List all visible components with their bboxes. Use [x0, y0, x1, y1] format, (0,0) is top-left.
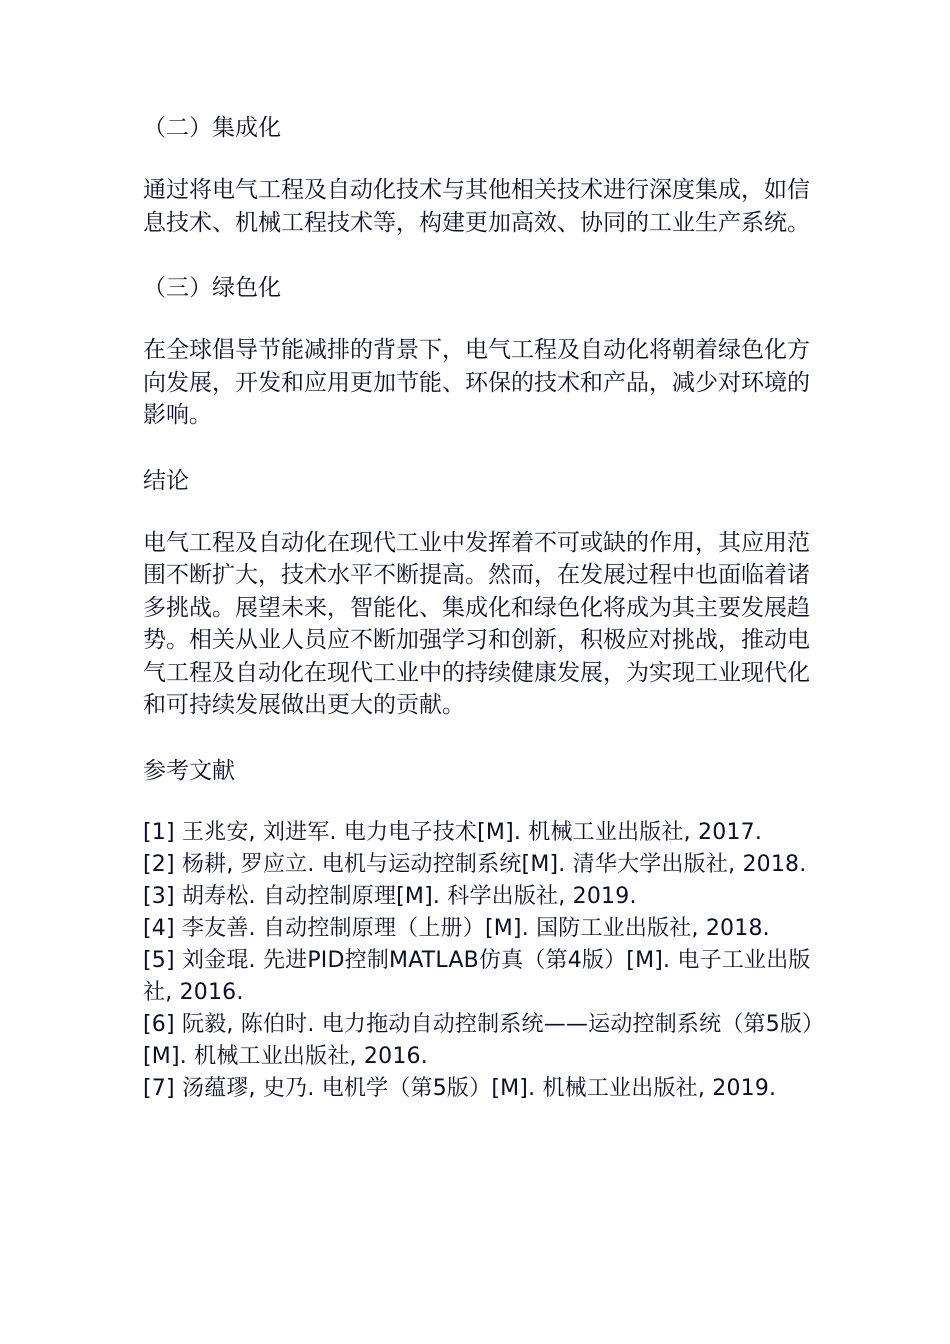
- section-heading-conclusion: 结论: [143, 467, 189, 494]
- reference-item: [4] 李友善. 自动控制原理（上册）[M]. 国防工业出版社, 2018.: [143, 915, 770, 941]
- reference-item: [7] 汤蕴璆, 史乃. 电机学（第5版）[M]. 机械工业出版社, 2019.: [143, 1075, 777, 1101]
- reference-item: [6] 阮毅, 陈伯时. 电力拖动自动控制系统——运动控制系统（第5版）[M]. 机械工业出版社, 2016.: [143, 1011, 814, 1069]
- reference-item: [2] 杨耕, 罗应立. 电机与运动控制系统[M]. 清华大学出版社, 2018.: [143, 851, 807, 877]
- references-heading: 参考文献: [143, 757, 235, 784]
- reference-item: [3] 胡寿松. 自动控制原理[M]. 科学出版社, 2019.: [143, 883, 637, 909]
- document-page: [143, 112, 823, 1105]
- section-heading-integration: （二）集成化: [143, 115, 281, 141]
- section-body-green: 在全球倡导节能减排的背景下，电气工程及自动化将朝着绿色化方向发展，开发和应用更加节能、环保的技术和产品，减少对环境的影响。: [143, 337, 810, 428]
- section-heading-green: （三）绿色化: [143, 275, 281, 301]
- section-body-integration: 通过将电气工程及自动化技术与其他相关技术进行深度集成，如信息技术、机械工程技术等，构建更加高效、协同的工业生产系统。: [143, 177, 810, 236]
- reference-item: [5] 刘金琨. 先进PID控制MATLAB仿真（第4版）[M]. 电子工业出版社, 2016.: [143, 947, 811, 1005]
- reference-item: [1] 王兆安, 刘进军. 电力电子技术[M]. 机械工业出版社, 2017.: [143, 819, 763, 845]
- reference-list: [143, 817, 823, 1105]
- section-body-conclusion: 电气工程及自动化在现代工业中发挥着不可或缺的作用，其应用范围不断扩大，技术水平不断提高。然而，在发展过程中也面临着诸多挑战。展望未来，智能化、集成化和绿色化将成为其主要发展趋势。相关从业人员应不断加强学习和创新，积极应对挑战，推动电气工程及自动化在现代工业中的持续健康发展，为实现工业现代化和可持续发展做出更大的贡献。: [143, 529, 810, 718]
